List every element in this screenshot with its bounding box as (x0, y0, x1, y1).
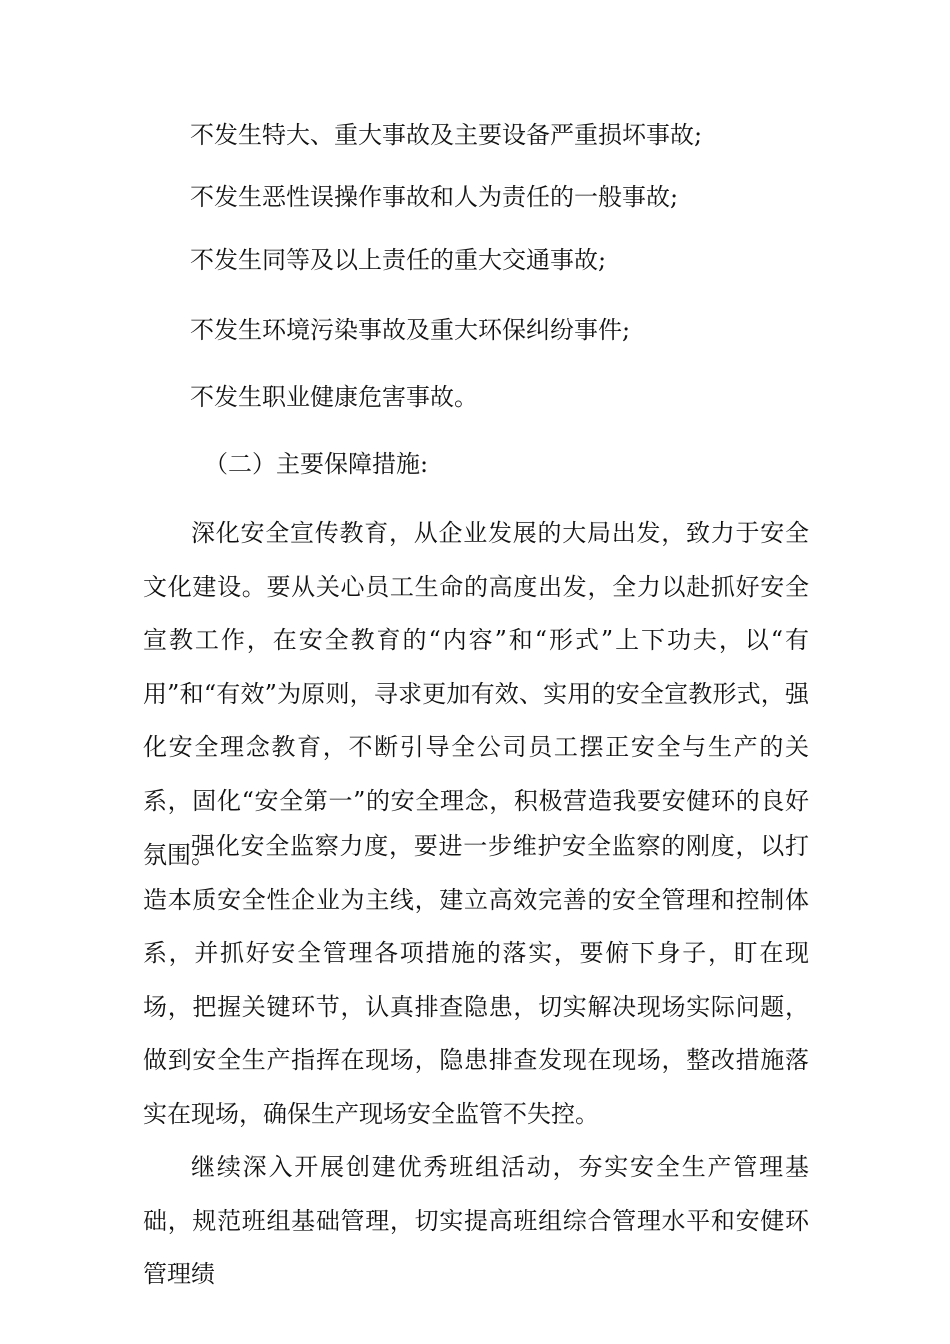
paragraph-team-building: 继续深入开展创建优秀班组活动，夯实安全生产管理基础，规范班组基础管理，切实提高班组综合管理水平和安健环管理绩 (143, 1153, 809, 1289)
target-item-2: 不发生恶性误操作事故和人为责任的一般事故; (190, 183, 679, 211)
section-heading: （二）主要保障措施: (204, 450, 429, 478)
paragraph-safety-supervision: 强化安全监察力度，要进一步维护安全监察的刚度，以打造本质安全性企业为主线，建立高效完善的安全管理和控制体系，并抓好安全管理各项措施的落实，要俯下身子，盯在现场，把握关键环节，认真排查隐患，切实解决现场实际问题，做到安全生产指挥在现场，隐患排查发现在现场，整改措施落实在现场，确保生产现场安全监管不失控。 (143, 832, 809, 1128)
target-item-1: 不发生特大、重大事故及主要设备严重损坏事故; (190, 121, 703, 149)
paragraph-safety-education: 深化安全宣传教育，从企业发展的大局出发，致力于安全文化建设。要从关心员工生命的高度出发，全力以赴抓好安全宣教工作，在安全教育的“内容”和“形式”上下功夫，以“有用”和“有效”为原则，寻求更加有效、实用的安全宣教形式，强化安全理念教育，不断引导全公司员工摆正安全与生产的关系，固化“安全第一”的安全理念，积极营造我要安健环的良好氛围。 (143, 519, 809, 869)
target-item-3: 不发生同等及以上责任的重大交通事故; (190, 246, 607, 274)
target-item-4: 不发生环境污染事故及重大环保纠纷事件; (190, 316, 631, 344)
target-item-5: 不发生职业健康危害事故。 (190, 383, 478, 411)
